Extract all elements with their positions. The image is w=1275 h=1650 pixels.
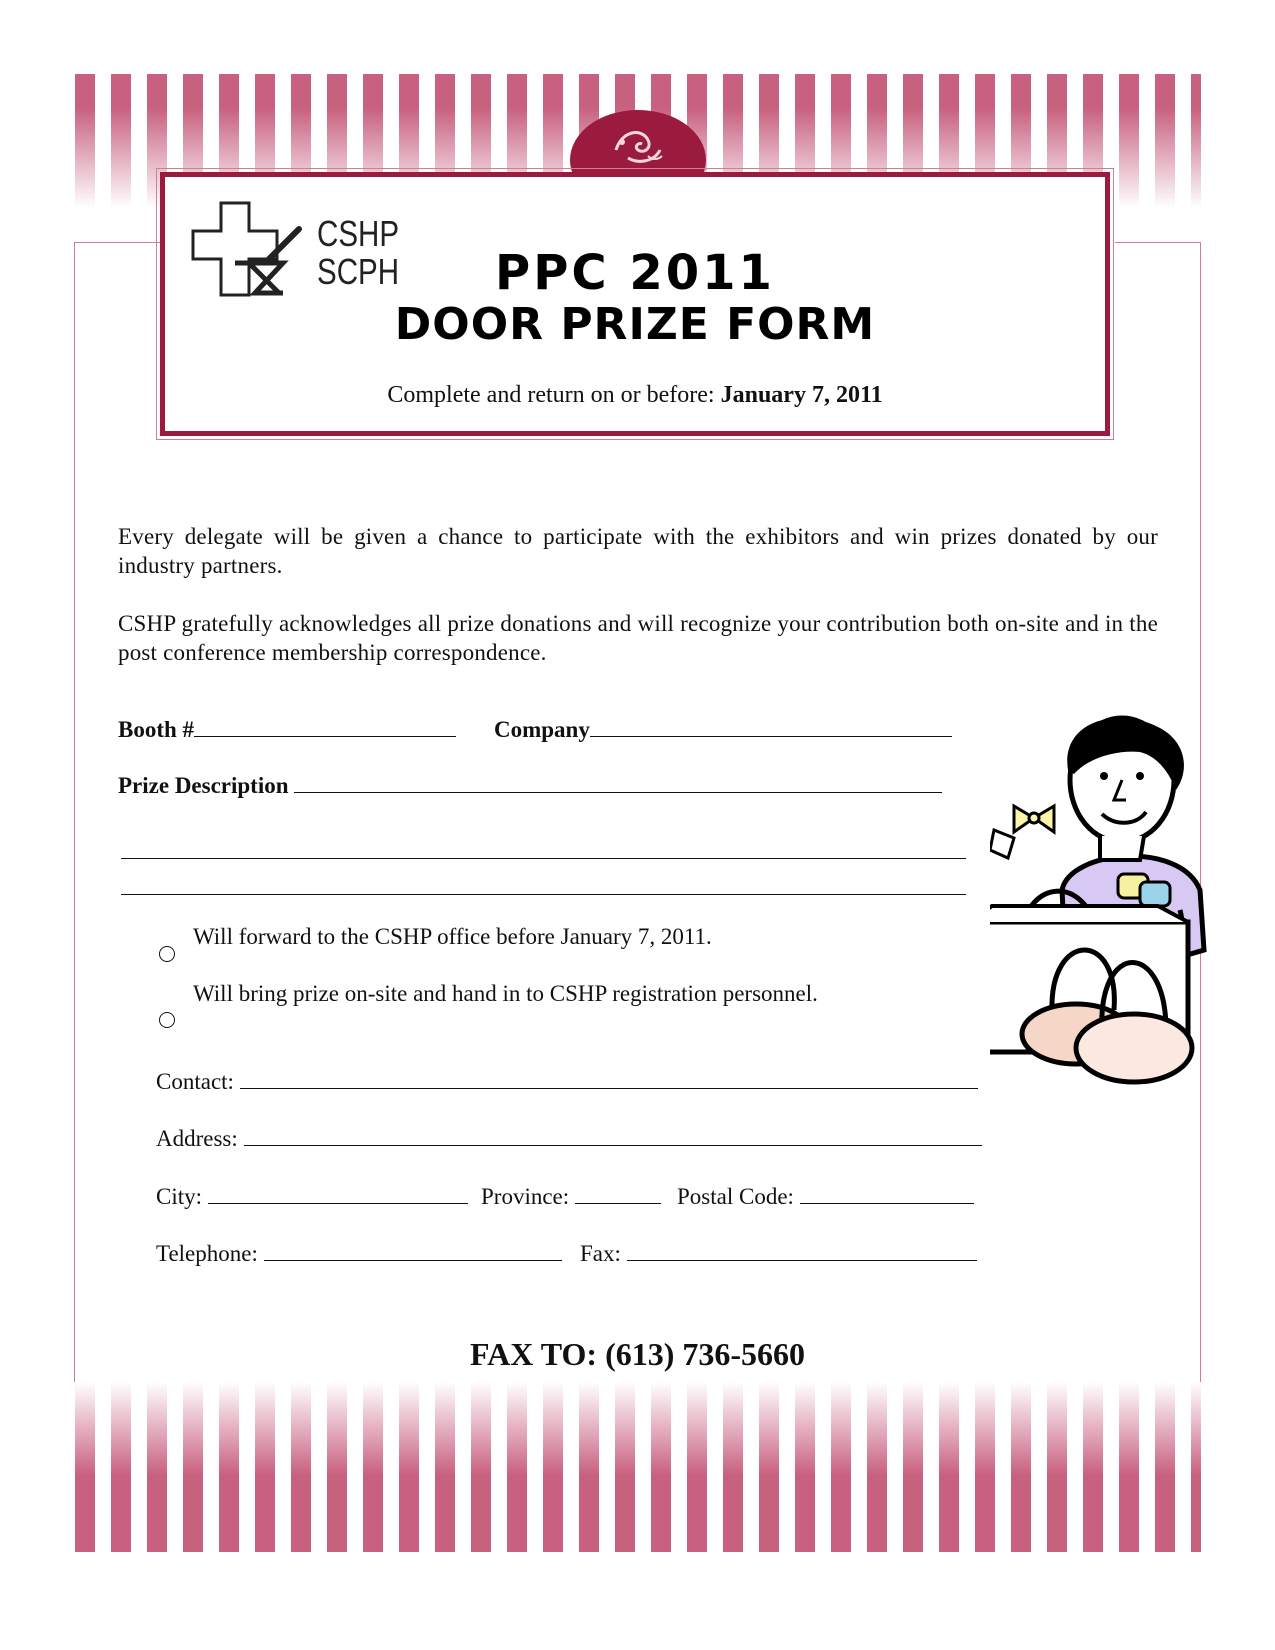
prize-description-line-3[interactable] (121, 894, 966, 895)
province-field (481, 1183, 661, 1210)
deadline-prefix: Complete and return on or before: (387, 382, 715, 408)
option-bring-radio[interactable] (159, 1012, 175, 1028)
option-forward-radio[interactable] (159, 946, 175, 962)
bottom-stripe-border (75, 1382, 1201, 1552)
fax-label: Fax: (580, 1241, 621, 1266)
telephone-label: Telephone: (156, 1241, 258, 1266)
logo-text-line2: SCPH (317, 251, 400, 292)
company-field (494, 716, 952, 743)
option-bring-text: Will bring prize on-site and hand in to CSHP registration personnel. (193, 981, 818, 1006)
contact-label: Contact: (156, 1069, 234, 1094)
telephone-input-line[interactable] (264, 1240, 562, 1261)
province-input-line[interactable] (575, 1183, 661, 1204)
prize-description-field (118, 772, 942, 799)
address-input-line[interactable] (244, 1125, 982, 1146)
city-label: City: (156, 1184, 203, 1209)
fax-to-heading: FAX TO: (613) 736-5660 (469, 1336, 806, 1372)
option-forward-text: Will forward to the CSHP office before January 7, 2011. (193, 924, 712, 949)
booth-label: Booth # (118, 717, 195, 742)
company-input-line[interactable] (590, 716, 952, 737)
postal-code-input-line[interactable] (800, 1183, 974, 1204)
title-line1: PPC 2011 (495, 245, 775, 301)
postal-code-label: Postal Code: (677, 1184, 794, 1209)
vendor-with-baskets-icon (990, 710, 1252, 1142)
prize-description-line-2[interactable] (121, 858, 966, 859)
fax-input-line[interactable] (627, 1240, 977, 1261)
contact-field (156, 1068, 978, 1095)
intro-paragraph-2: CSHP gratefully acknowledges all prize donations and will recognize your contribution both on-site and in the post conference membership correspondence. (118, 611, 1158, 665)
booth-field (118, 716, 456, 743)
deadline (165, 382, 1105, 409)
city-input-line[interactable] (208, 1183, 468, 1204)
title-line2: DOOR PRIZE FORM (394, 299, 876, 350)
page-outline-left (74, 242, 75, 1382)
page-outline-top-left (74, 242, 160, 243)
booth-input-line[interactable] (194, 716, 456, 737)
postal-code-field (677, 1183, 974, 1210)
prize-description-label: Prize Description (118, 773, 289, 798)
company-label: Company (494, 717, 590, 742)
flourish-icon (608, 120, 668, 170)
address-label: Address: (156, 1126, 238, 1151)
vendor-illustration (990, 710, 1252, 1147)
fax-field (580, 1240, 977, 1267)
intro-paragraph-1: Every delegate will be given a chance to participate with the exhibitors and win prizes donated by our industry partners. (118, 524, 1158, 578)
logo-text-line1: CSHP (317, 213, 400, 254)
contact-input-line[interactable] (240, 1068, 978, 1089)
header-box (160, 172, 1110, 436)
deadline-date: January 7, 2011 (720, 382, 883, 408)
province-label: Province: (481, 1184, 570, 1209)
city-field (156, 1183, 468, 1210)
page-outline-top-right (1115, 242, 1201, 243)
prize-description-input-line[interactable] (294, 772, 942, 793)
address-field (156, 1125, 982, 1152)
telephone-field (156, 1240, 562, 1267)
